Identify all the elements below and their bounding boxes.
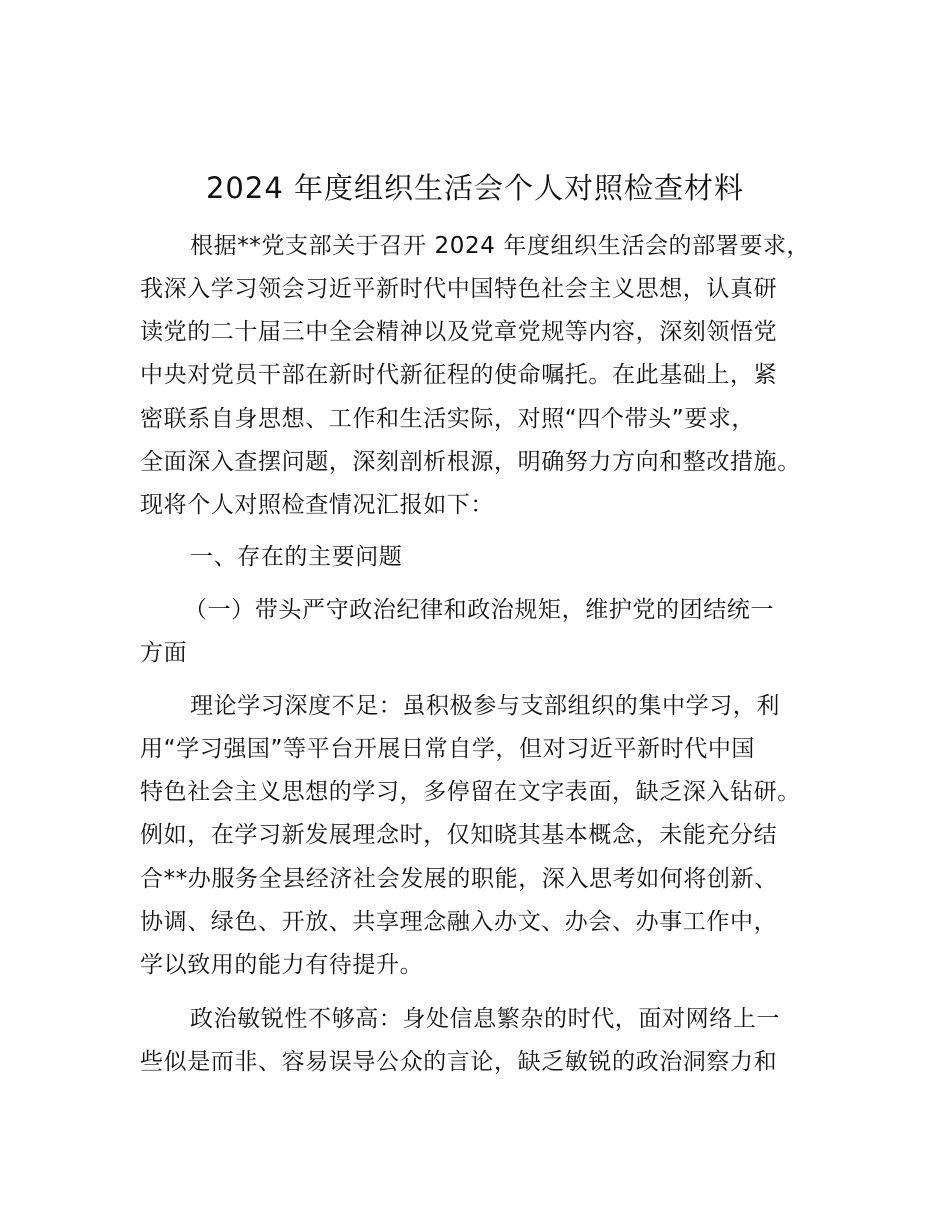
document-title: 2024 年度组织生活会个人对照检查材料 (205, 171, 745, 205)
theory-para-line-1: 理论学习深度不足：虽积极参与支部组织的集中学习，利 (190, 693, 780, 719)
political-para-line-2: 些似是而非、容易误导公众的言论，缺乏敏锐的政治洞察力和 (140, 1049, 778, 1075)
intro-line-4: 中央对党员干部在新时代新征程的使命嘱托。在此基础上，紧 (140, 362, 778, 388)
intro-line-1: 根据**党支部关于召开 2024 年度组织生活会的部署要求， (190, 233, 811, 259)
intro-line-7: 现将个人对照检查情况汇报如下： (140, 492, 494, 518)
intro-line-2: 我深入学习领会习近平新时代中国特色社会主义思想，认真研 (140, 276, 778, 302)
theory-para-line-5: 合**办服务全县经济社会发展的职能，深入思考如何将创新、 (140, 866, 778, 892)
theory-para-line-4: 例如，在学习新发展理念时，仅知晓其基本概念，未能充分结 (140, 822, 778, 848)
subsection-heading-line-2: 方面 (140, 640, 188, 666)
section-heading-1: 一、存在的主要问题 (190, 544, 403, 570)
theory-para-line-2: 用“学习强国”等平台开展日常自学，但对习近平新时代中国 (140, 736, 756, 762)
theory-para-line-3: 特色社会主义思想的学习，多停留在文字表面，缺乏深入钻研。 (140, 779, 801, 805)
intro-line-5: 密联系自身思想、工作和生活实际，对照“四个带头”要求， (140, 406, 756, 432)
intro-line-3: 读党的二十届三中全会精神以及党章党规等内容，深刻领悟党 (140, 319, 778, 345)
theory-para-line-7: 学以致用的能力有待提升。 (140, 952, 424, 978)
subsection-heading-line-1: （一）带头严守政治纪律和政治规矩，维护党的团结统一 (184, 597, 774, 623)
theory-para-line-6: 协调、绿色、开放、共享理念融入办文、办会、办事工作中， (140, 909, 778, 935)
intro-line-6: 全面深入查摆问题，深刻剖析根源，明确努力方向和整改措施。 (140, 449, 801, 475)
political-para-line-1: 政治敏锐性不够高：身处信息繁杂的时代，面对网络上一 (190, 1006, 780, 1032)
